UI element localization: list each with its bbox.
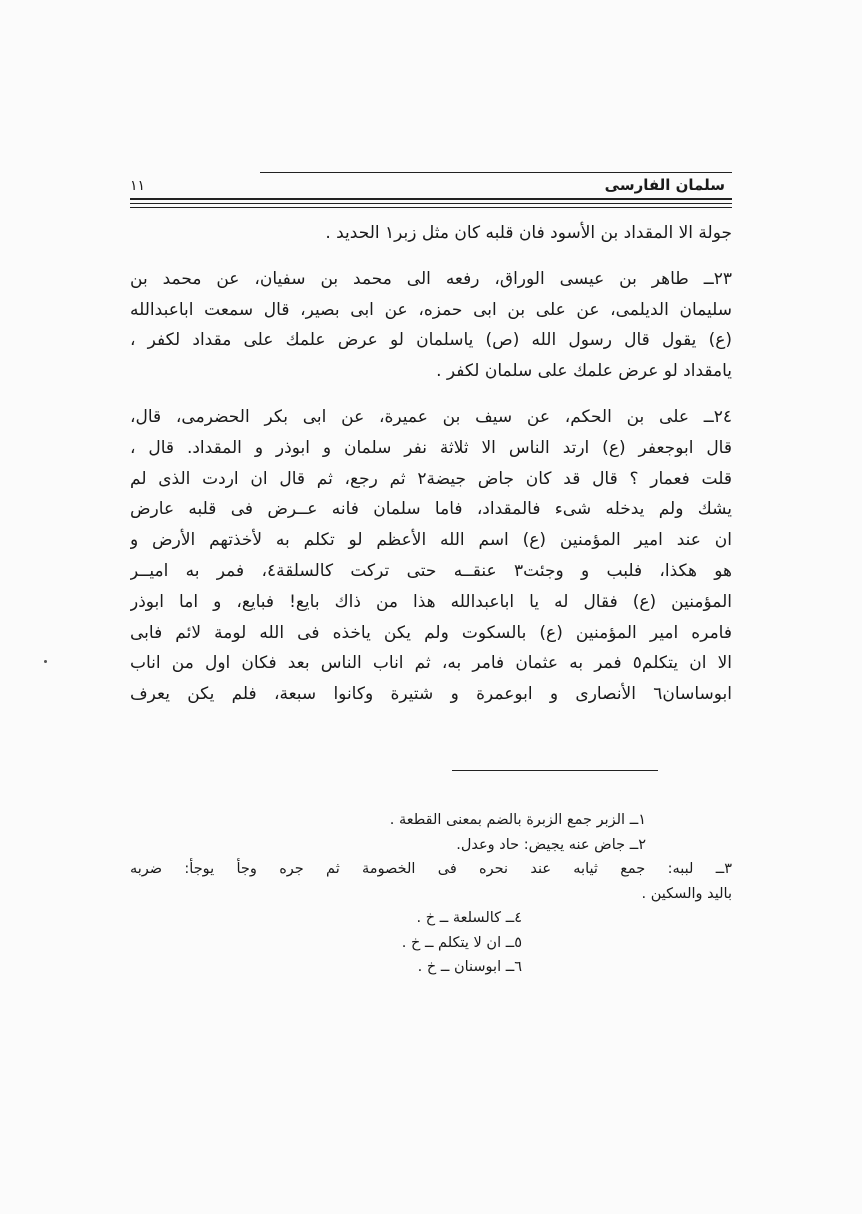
paragraph-gap	[130, 249, 732, 264]
footnote-rule	[452, 770, 658, 771]
text-line: ٢٤ــ علی بن الحکم، عن سیف بن عمیرة، عن ابی بکر الحضرمی، قال،	[130, 406, 732, 427]
text-line: ان عند امیر المؤمنین (ع) اسم الله الأعظم لو تکلم به لأخذتهم الأرض و	[130, 530, 732, 551]
footnote: ٤ــ کالسلعة ــ خ .	[416, 910, 522, 926]
header-rule-thin-2	[130, 207, 732, 208]
text-line: المؤمنین (ع) فقال له یا اباعبدالله هذا من ذاك بایع! فبایع، و اما ابوذر	[130, 591, 732, 612]
footnotes	[130, 808, 732, 980]
header-rule-top	[260, 172, 732, 173]
text-line: قلت فعمار ؟ قال قد کان جاض جیضة٢ ثم رجع، ثم قال ان اردت الذی لم	[130, 468, 732, 489]
footnote: ٥ــ ان لا یتکلم ــ خ .	[401, 934, 522, 951]
text-line: هو هکذا، فلبب و وجئت٣ عنقــه حتی ترکت کالسلقة٤، فمر به امیــر	[130, 560, 732, 581]
footnote: ٦ــ ابوسنان ــ خ .	[417, 959, 522, 975]
text-line: جولة الا المقداد بن الأسود فان قلبه كان مثل زبر١ الحديد .	[325, 223, 732, 243]
running-header-title: سلمان الفارسی	[604, 176, 725, 194]
text-line: (ع) یقول قال رسول الله (ص) یاسلمان لو عرض علمك علی مقداد لکفر ،	[130, 330, 732, 351]
text-line: قال ابوجعفر (ع) ارتد الناس الا ثلاثة نفر سلمان و ابوذر و المقداد. قال ،	[130, 437, 732, 458]
footnote: ٣ــ لببه: جمع ثیابه عند نحره فی الخصومة ثم جره وجأ یوجأ: ضربه	[130, 861, 732, 877]
text-line: ابوساسان٦ الأنصاری و ابوعمرة و شتیرة وکانوا سبعة، فلم یکن یعرف	[130, 684, 732, 705]
paragraph-gap	[130, 387, 732, 402]
header-rule-thick	[130, 198, 732, 200]
text-line: ٢٣ــ طاهر بن عیسی الوراق، رفعه الی محمد بن سفیان، عن محمد بن	[130, 268, 732, 289]
text-line: یشك ولم یدخله شیء فالمقداد، فاما سلمان فانه عــرض فی قلبه عارض	[130, 499, 732, 520]
text-line: سلیمان الدیلمی، عن علی بن ابی حمزه، عن ابی بصیر، قال سمعت اباعبدالله	[130, 299, 732, 320]
page-number: ١١	[130, 178, 146, 194]
footnote: ١ــ الزبر جمع الزبرة بالضم بمعنی القطعة .	[389, 812, 646, 828]
main-text	[130, 218, 732, 710]
text-line: فامره امیر المؤمنین (ع) بالسکوت ولم یکن یاخذه فی الله لومة لائم فابی	[130, 622, 732, 643]
text-line: یامقداد لو عرض علمك علی سلمان لکفر .	[436, 361, 732, 382]
scan-speck	[44, 660, 47, 663]
footnote-continuation: بالید والسکین .	[641, 885, 732, 902]
header-rule-thin	[130, 203, 732, 204]
text-line: الا ان یتکلم٥ فمر به عثمان فامر به، ثم اناب الناس بعد فکان اول من اناب	[130, 653, 732, 674]
footnote: ٢ــ جاض عنه یجیض: حاد وعدل.	[456, 836, 646, 853]
